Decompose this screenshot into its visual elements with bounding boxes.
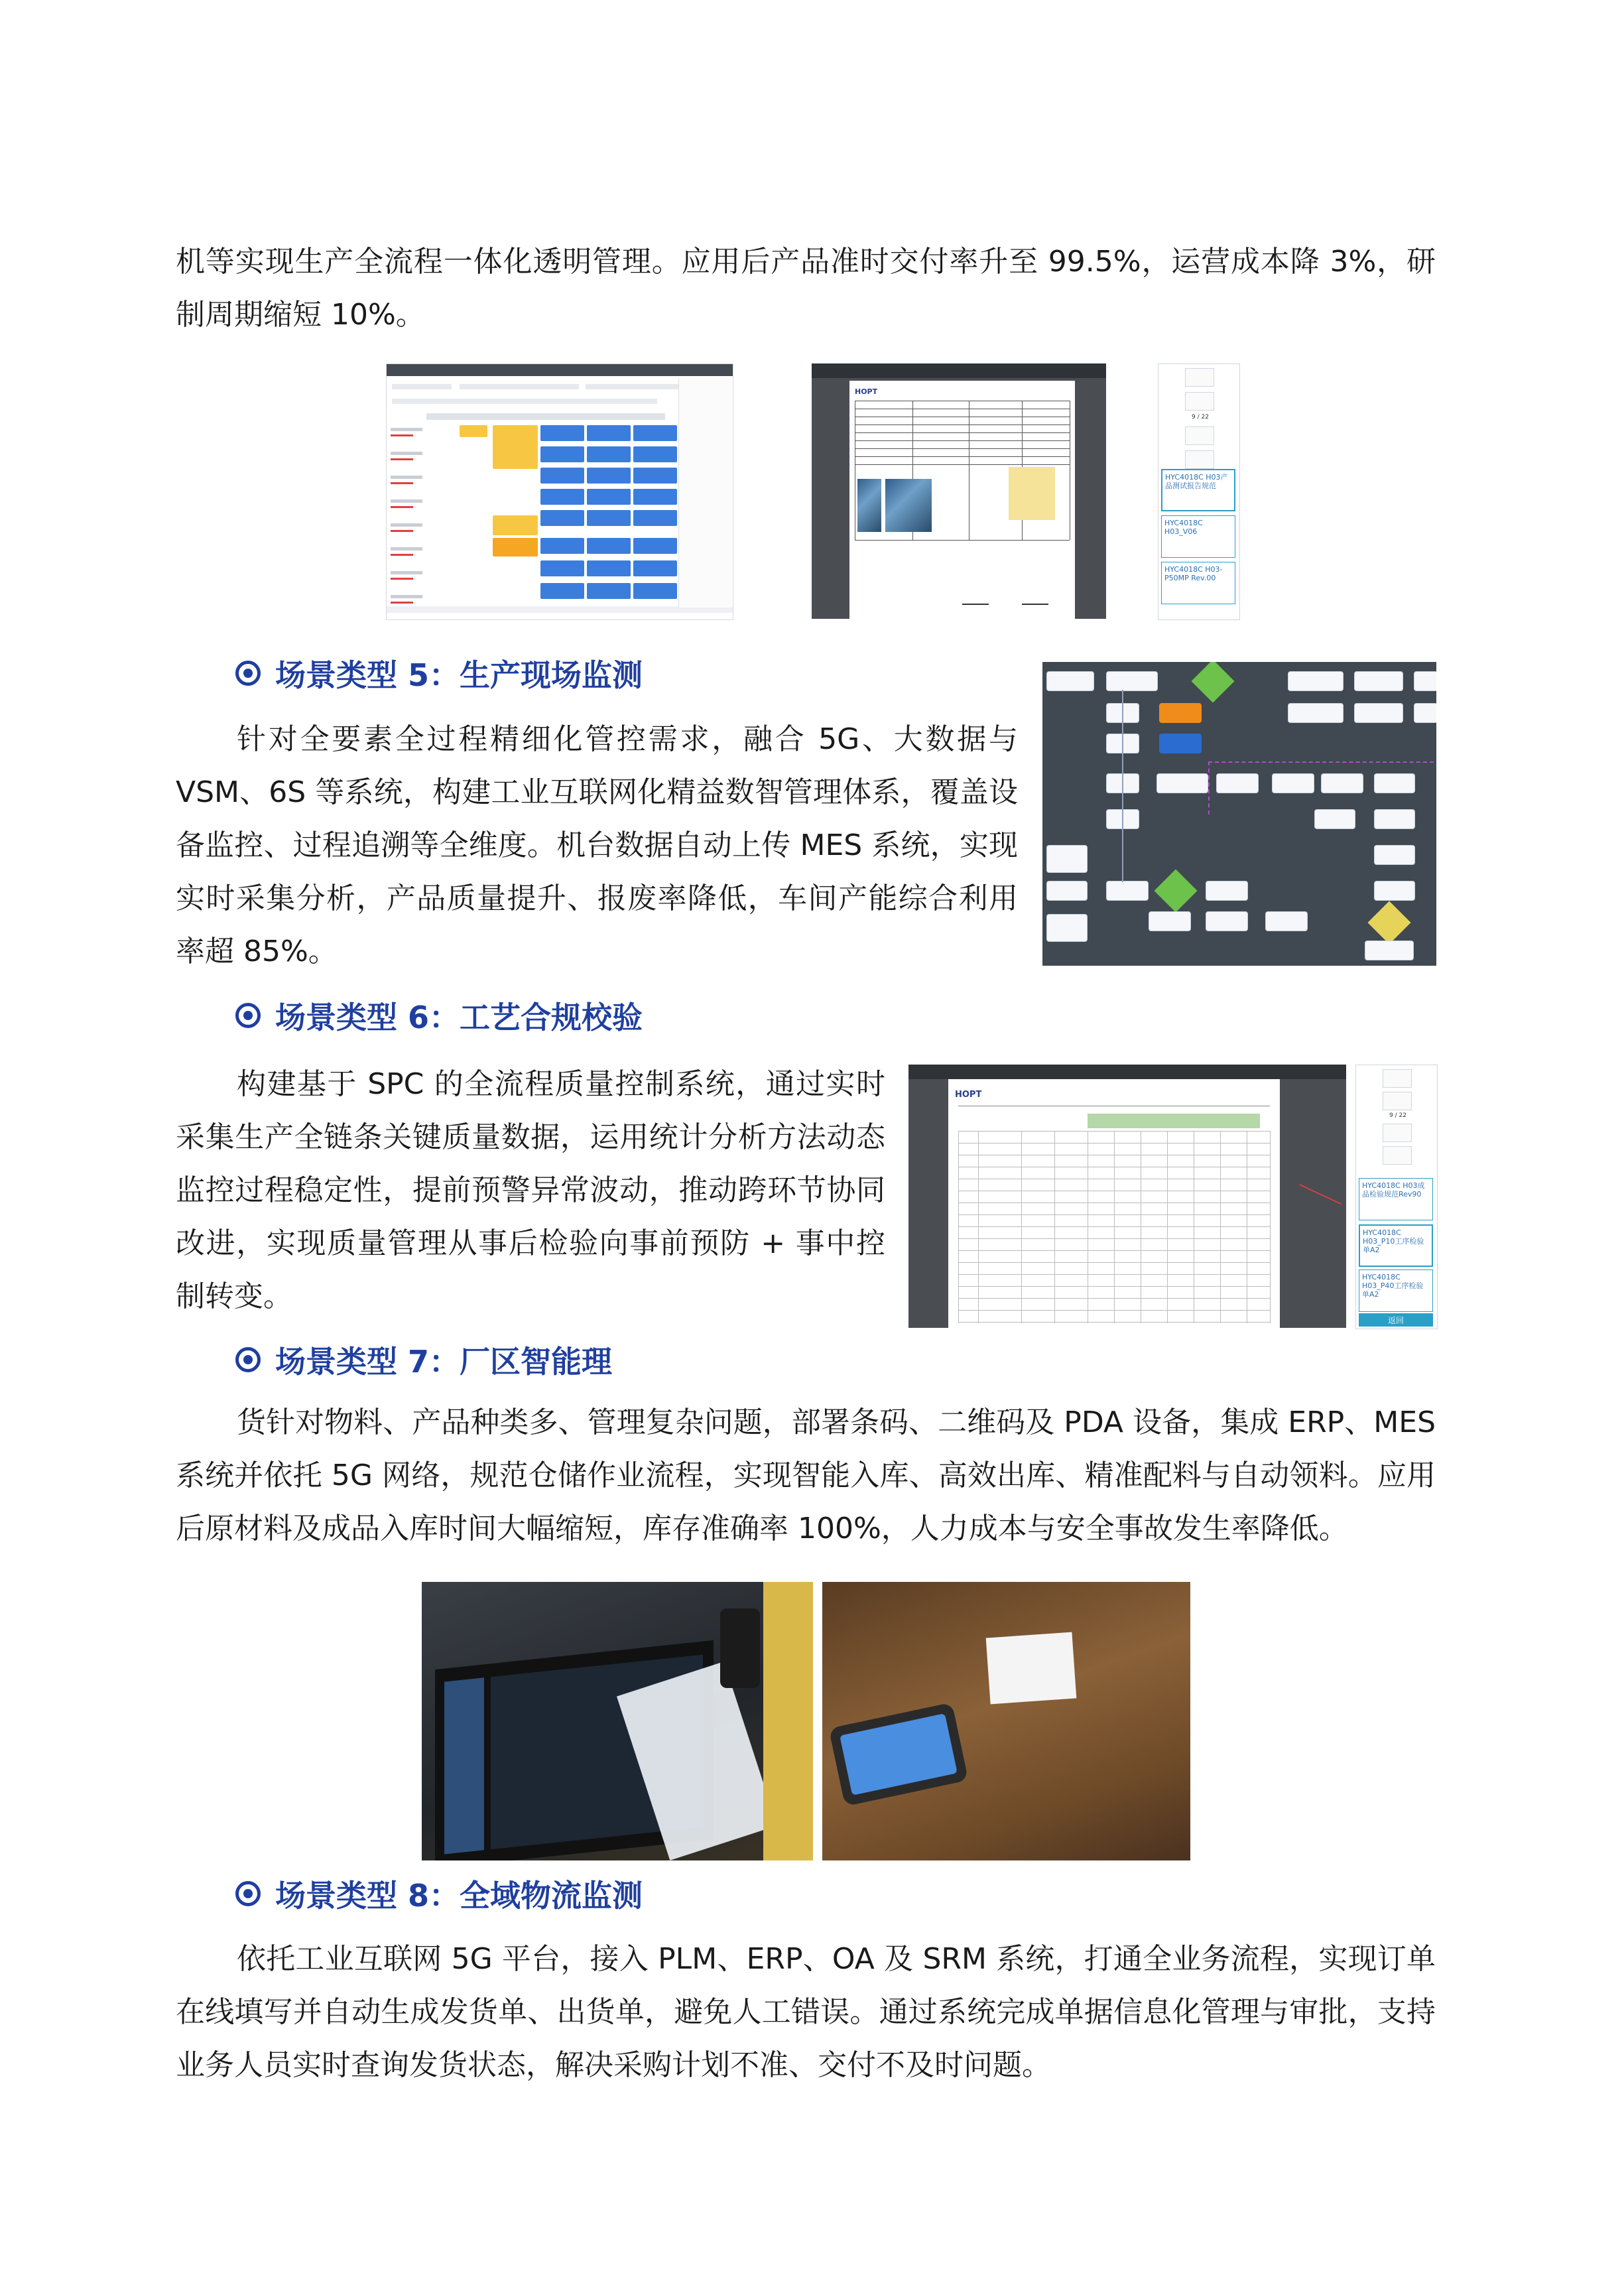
- gantt-task[interactable]: [540, 468, 584, 484]
- gantt-task[interactable]: [633, 468, 677, 484]
- gantt-task[interactable]: [587, 425, 631, 441]
- file-list-panel: [1355, 1065, 1438, 1329]
- scenario7-title: 场景类型 7：厂区智能理: [275, 1344, 613, 1380]
- table-line: [1114, 1131, 1115, 1323]
- circle-bullet-icon: [235, 1881, 261, 1906]
- file-list-item[interactable]: HYC4018C H03_P10工序检验单A2: [1359, 1224, 1433, 1267]
- table-line: [855, 440, 1070, 441]
- scenario6-body: 构建基于 SPC 的全流程质量控制系统，通过实时采集生产全链条关键质量数据，运用统计分析方法动态监控过程稳定性，提前预警异常波动，推动跨环节协同改进，实现质量管理从事后检验向事前预防 + 事中控制转变。: [176, 1067, 885, 1313]
- gantt-task[interactable]: [540, 489, 584, 505]
- circle-bullet-icon: [235, 661, 261, 686]
- gantt-task[interactable]: [540, 583, 584, 599]
- scenario6-title: 场景类型 6：工艺合规校验: [275, 1000, 643, 1035]
- table-line: [978, 1131, 979, 1323]
- gantt-task[interactable]: [493, 425, 538, 469]
- scenario7-body: 货针对物料、产品种类多、管理复杂问题，部署条码、二维码及 PDA 设备，集成 ERP、MES 系统并依托 5G 网络，规范仓储作业流程，实现智能入库、高效出库、精准配料与自动领料。应用后原材料及成品入库时间大幅缩短，库存准确率 100%，人力成本与安全事故发生率降低。: [176, 1405, 1436, 1545]
- progress-bar: [391, 530, 413, 532]
- progress-bar: [391, 434, 413, 436]
- row-label: [391, 571, 422, 574]
- gantt-task[interactable]: [493, 538, 538, 556]
- pdf-toolbar: [812, 363, 1106, 378]
- pointer-arrow: [1299, 1184, 1342, 1205]
- flow-node: [1288, 703, 1343, 723]
- gantt-task[interactable]: [540, 446, 584, 462]
- scenario7-heading: [235, 1336, 612, 1383]
- gantt-task[interactable]: [587, 446, 631, 462]
- process-flowchart-screenshot: [1042, 662, 1436, 966]
- flow-node: [1374, 809, 1415, 829]
- progress-bar: [391, 578, 413, 580]
- gantt-task[interactable]: [633, 446, 677, 462]
- page-indicator: 9 / 22: [1192, 414, 1209, 421]
- table-line: [855, 464, 1070, 465]
- file-list-panel: [1158, 363, 1240, 620]
- highlighted-cell: [1009, 467, 1055, 520]
- table-line: [1270, 1131, 1271, 1323]
- flow-node: [1216, 773, 1259, 793]
- connector-line: [1122, 690, 1123, 882]
- decision-node: [1191, 662, 1234, 703]
- flow-node: [1046, 914, 1088, 942]
- scenario5-heading: [235, 650, 643, 696]
- signature: [962, 604, 989, 605]
- schedule-toolbar: [387, 364, 733, 376]
- filter-field: [586, 384, 685, 389]
- row-label: [391, 499, 422, 503]
- flow-node: [1374, 881, 1415, 901]
- flow-node: [1206, 911, 1248, 931]
- spc-inspection-screenshot: [908, 1065, 1346, 1328]
- inspection-report-screenshot: [812, 363, 1106, 619]
- file-list-item[interactable]: HYC4018C H03成品检验规范Rev90: [1359, 1178, 1433, 1220]
- scenario6-heading: [235, 992, 643, 1039]
- pdf-page: [948, 1079, 1280, 1328]
- row-label: [391, 452, 422, 455]
- signature: [1022, 604, 1048, 605]
- table-line: [855, 424, 1070, 425]
- flow-node: [1321, 773, 1363, 793]
- gantt-task[interactable]: [587, 468, 631, 484]
- flow-node: [1414, 703, 1436, 723]
- file-list-item[interactable]: HYC4018C H03-P50MP Rev.00: [1161, 562, 1235, 604]
- chevron-up-icon[interactable]: [1185, 368, 1214, 387]
- gantt-task[interactable]: [540, 510, 584, 526]
- detail-sidebar: [678, 379, 732, 608]
- measurement-header: [1088, 1114, 1260, 1128]
- flow-node: [1159, 734, 1202, 753]
- progress-bar: [391, 482, 413, 484]
- flow-node: [1354, 671, 1403, 691]
- chevron-down-icon[interactable]: [1185, 426, 1214, 445]
- pda-screen: [840, 1713, 958, 1795]
- scenario5-body: 针对全要素全过程精细化管控需求，融合 5G、大数据与 VSM、6S 等系统，构建工业互联网化精益数智管理体系，覆盖设备监控、过程追溯等全维度。机台数据自动上传 MES 系统，实现实时采集分析，产品质量提升、报废率降低，车间产能综合利用率超 85%。: [176, 722, 1018, 968]
- progress-bar: [391, 554, 413, 556]
- table-line: [1167, 1131, 1168, 1323]
- gantt-task[interactable]: [587, 510, 631, 526]
- timeline-header: [426, 413, 665, 420]
- filter-field: [460, 384, 579, 389]
- flow-node: [1374, 845, 1415, 865]
- flow-node: [1149, 911, 1191, 931]
- flow-node: [1156, 773, 1208, 793]
- row-label: [391, 595, 422, 598]
- row-label: [391, 547, 422, 551]
- flow-node: [1365, 941, 1414, 960]
- gantt-task[interactable]: [633, 425, 677, 441]
- pda-device: [829, 1703, 969, 1807]
- scenario8-heading: [235, 1870, 643, 1917]
- company-logo: HOPT: [955, 1090, 982, 1100]
- chevron-up-icon[interactable]: [1383, 1069, 1412, 1088]
- flow-node: [1159, 703, 1202, 723]
- circle-bullet-icon: [235, 1347, 261, 1372]
- gantt-task[interactable]: [540, 425, 584, 441]
- circle-bullet-icon: [235, 1003, 261, 1028]
- flow-node: [1374, 773, 1415, 793]
- terminal-menu: [444, 1677, 484, 1854]
- row-label: [391, 523, 422, 527]
- table-line: [855, 540, 1070, 541]
- row-label: [391, 476, 422, 479]
- filter-field: [392, 399, 657, 404]
- table-line: [1054, 1131, 1055, 1323]
- gantt-task[interactable]: [540, 560, 584, 576]
- file-list-item[interactable]: HYC4018C H03_P40工序检验单A2: [1359, 1270, 1433, 1312]
- company-logo: HOPT: [855, 387, 878, 396]
- table-line: [1021, 1131, 1022, 1323]
- file-list-item[interactable]: HYC4018C H03_V06: [1161, 515, 1235, 558]
- flow-node: [1288, 671, 1343, 691]
- barcode-scanner: [720, 1608, 760, 1688]
- gantt-task[interactable]: [633, 560, 677, 576]
- chevron-down-icon[interactable]: [1383, 1124, 1412, 1142]
- table-line: [855, 432, 1070, 433]
- product-photo: [857, 479, 881, 532]
- product-photo: [885, 479, 932, 532]
- table-line: [855, 456, 1070, 457]
- page-indicator: 9 / 22: [1389, 1112, 1406, 1119]
- scenario8-body: 依托工业互联网 5G 平台，接入 PLM、ERP、OA 及 SRM 系统，打通全业务流程，实现订单在线填写并自动生成发货单、出货单，避免人工错误。通过系统完成单据信息化管理与审批，支持业务人员实时查询发货状态，解决采购计划不准、交付不及时问题。: [176, 1942, 1436, 2082]
- chevron-up-icon[interactable]: [1383, 1092, 1412, 1110]
- progress-bar: [391, 602, 413, 604]
- chevron-up-icon[interactable]: [1185, 392, 1214, 411]
- gantt-task[interactable]: [460, 425, 487, 437]
- progress-bar: [391, 458, 413, 460]
- flow-node: [1106, 671, 1158, 691]
- gantt-task[interactable]: [587, 489, 631, 505]
- table-line: [855, 448, 1070, 449]
- back-button[interactable]: 返回: [1359, 1313, 1433, 1327]
- decision-node: [1367, 901, 1410, 944]
- flow-node: [1265, 911, 1308, 931]
- gantt-task[interactable]: [633, 538, 677, 554]
- gantt-task[interactable]: [633, 583, 677, 599]
- filter-field: [392, 384, 452, 389]
- flow-node: [1354, 703, 1403, 723]
- flow-node: [1046, 671, 1094, 691]
- gantt-task[interactable]: [587, 583, 631, 599]
- gantt-task[interactable]: [587, 538, 631, 554]
- gantt-task[interactable]: [633, 489, 677, 505]
- file-list-item[interactable]: HYC4018C H03产品测试报告规范: [1161, 469, 1235, 511]
- flow-node: [1314, 809, 1355, 829]
- decision-node: [1154, 869, 1197, 912]
- scenario5-title: 场景类型 5：生产现场监测: [275, 657, 643, 693]
- progress-bar: [391, 506, 413, 508]
- chevron-down-icon[interactable]: [1383, 1146, 1412, 1165]
- flow-node: [1046, 881, 1088, 901]
- shipping-label: [986, 1632, 1077, 1705]
- flow-node: [1272, 773, 1314, 793]
- table-line: [1220, 1131, 1221, 1323]
- pdf-toolbar: [908, 1065, 1346, 1079]
- row-label: [391, 428, 422, 431]
- production-schedule-screenshot: [386, 363, 733, 620]
- flow-node: [1106, 881, 1149, 901]
- gantt-task[interactable]: [633, 510, 677, 526]
- touchscreen-terminal-photo: [422, 1582, 813, 1860]
- table-line: [958, 1131, 959, 1323]
- intro-paragraph: 机等实现生产全流程一体化透明管理。应用后产品准时交付率升至 99.5%，运营成本降 3%，研制周期缩短 10%。: [176, 245, 1436, 332]
- connector-line: [1208, 761, 1210, 814]
- pdf-page: [849, 381, 1075, 619]
- gantt-task[interactable]: [540, 538, 584, 554]
- chevron-down-icon[interactable]: [1185, 450, 1214, 469]
- scenario8-title: 场景类型 8：全域物流监测: [275, 1878, 643, 1914]
- flow-node: [1414, 671, 1436, 691]
- gantt-task[interactable]: [493, 515, 538, 535]
- connector-line: [1208, 761, 1434, 763]
- warehouse-pda-photo: [822, 1582, 1190, 1860]
- flow-node: [1206, 881, 1248, 901]
- gantt-task[interactable]: [587, 560, 631, 576]
- yellow-pillar: [763, 1582, 813, 1860]
- flow-node: [1046, 845, 1088, 873]
